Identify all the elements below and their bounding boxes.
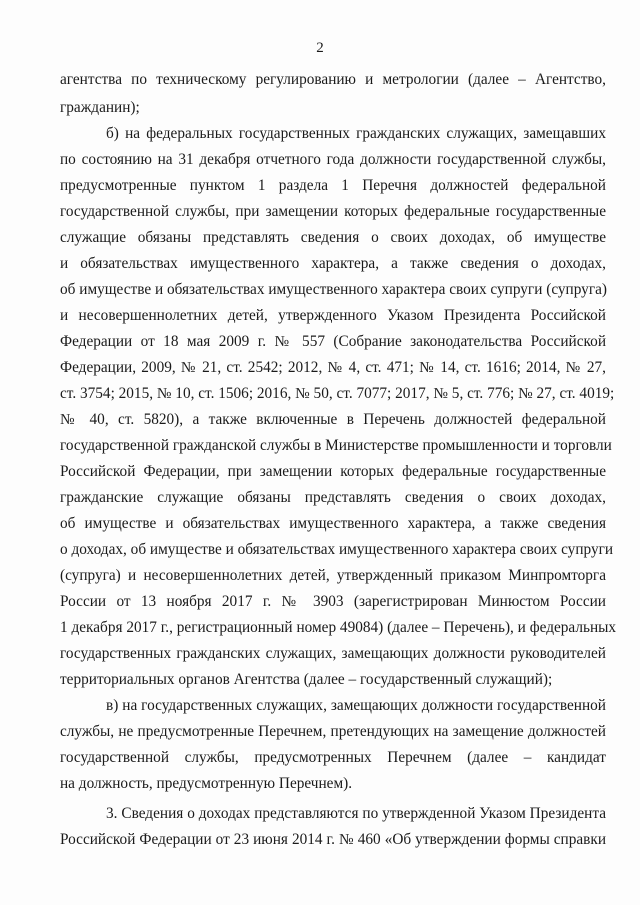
text-line: № 40, ст. 5820), а также включенные в Перечень должностей федеральной — [60, 411, 606, 428]
text-line: в) на государственных служащих, замещающих должности государственной — [106, 697, 606, 714]
text-line: территориальных органов Агентства (далее – государственный служащий); — [60, 671, 553, 688]
text-line: о доходах, об имуществе и обязательствах имущественного характера своих супруги — [60, 541, 614, 558]
text-line: Федерации от 18 мая 2009 г. № 557 (Собрание законодательства Российской — [60, 333, 606, 350]
text-line: государственной гражданской службы в Министерстве промышленности и торговли — [60, 437, 612, 454]
text-line: агентства по техническому регулированию и метрологии (далее – Агентство, — [60, 71, 606, 88]
text-line: государственной службы, при замещении которых федеральные государственные — [60, 203, 606, 220]
text-line: государственных гражданских служащих, замещающих должности руководителей — [60, 645, 606, 662]
text-line: Российской Федерации, при замещении которых федеральные государственные — [60, 463, 606, 480]
text-line: гражданин); — [60, 99, 140, 116]
text-line: гражданские служащие обязаны представлять сведения о своих доходах, — [60, 489, 606, 506]
text-line: службы, не предусмотренные Перечнем, претендующих на замещение должностей — [60, 723, 606, 740]
text-line: 1 декабря 2017 г., регистрационный номер 49084) (далее – Перечень), и федеральных — [60, 619, 617, 636]
text-line: Федерации, 2009, № 21, ст. 2542; 2012, № 4, ст. 471; № 14, ст. 1616; 2014, № 27, — [60, 359, 606, 376]
page-number: 2 — [316, 40, 324, 56]
text-line: об имуществе и обязательствах имущественного характера своих супруги (супруга) — [60, 281, 607, 298]
text-line: (супруга) и несовершеннолетних детей, утвержденный приказом Минпромторга — [60, 567, 606, 584]
text-line: служащие обязаны представлять сведения о своих доходах, об имуществе — [60, 229, 606, 246]
text-line: и несовершеннолетних детей, утвержденного Указом Президента Российской — [60, 307, 606, 324]
text-line: б) на федеральных государственных гражданских служащих, замещавших — [106, 125, 606, 142]
text-line: на должность, предусмотренную Перечнем). — [60, 775, 353, 792]
text-line: предусмотренные пунктом 1 раздела 1 Перечня должностей федеральной — [60, 177, 606, 194]
text-line: об имуществе и обязательствах имущественного характера, а также сведения — [60, 515, 606, 532]
text-line: Российской Федерации от 23 июня 2014 г. № 460 «Об утверждении формы справки — [60, 831, 606, 848]
text-line: по состоянию на 31 декабря отчетного года должности государственной службы, — [60, 151, 606, 168]
text-line: государственной службы, предусмотренных Перечнем (далее – кандидат — [60, 749, 606, 766]
text-line: России от 13 ноября 2017 г. № 3903 (зарегистрирован Минюстом России — [60, 593, 606, 610]
text-line: 3. Сведения о доходах представляются по утвержденной Указом Президента — [106, 805, 606, 822]
text-line: ст. 3754; 2015, № 10, ст. 1506; 2016, № 50, ст. 7077; 2017, № 5, ст. 776; № 27, ст. 4019; — [60, 385, 615, 402]
text-line: и обязательствах имущественного характера, а также сведения о доходах, — [60, 255, 606, 272]
